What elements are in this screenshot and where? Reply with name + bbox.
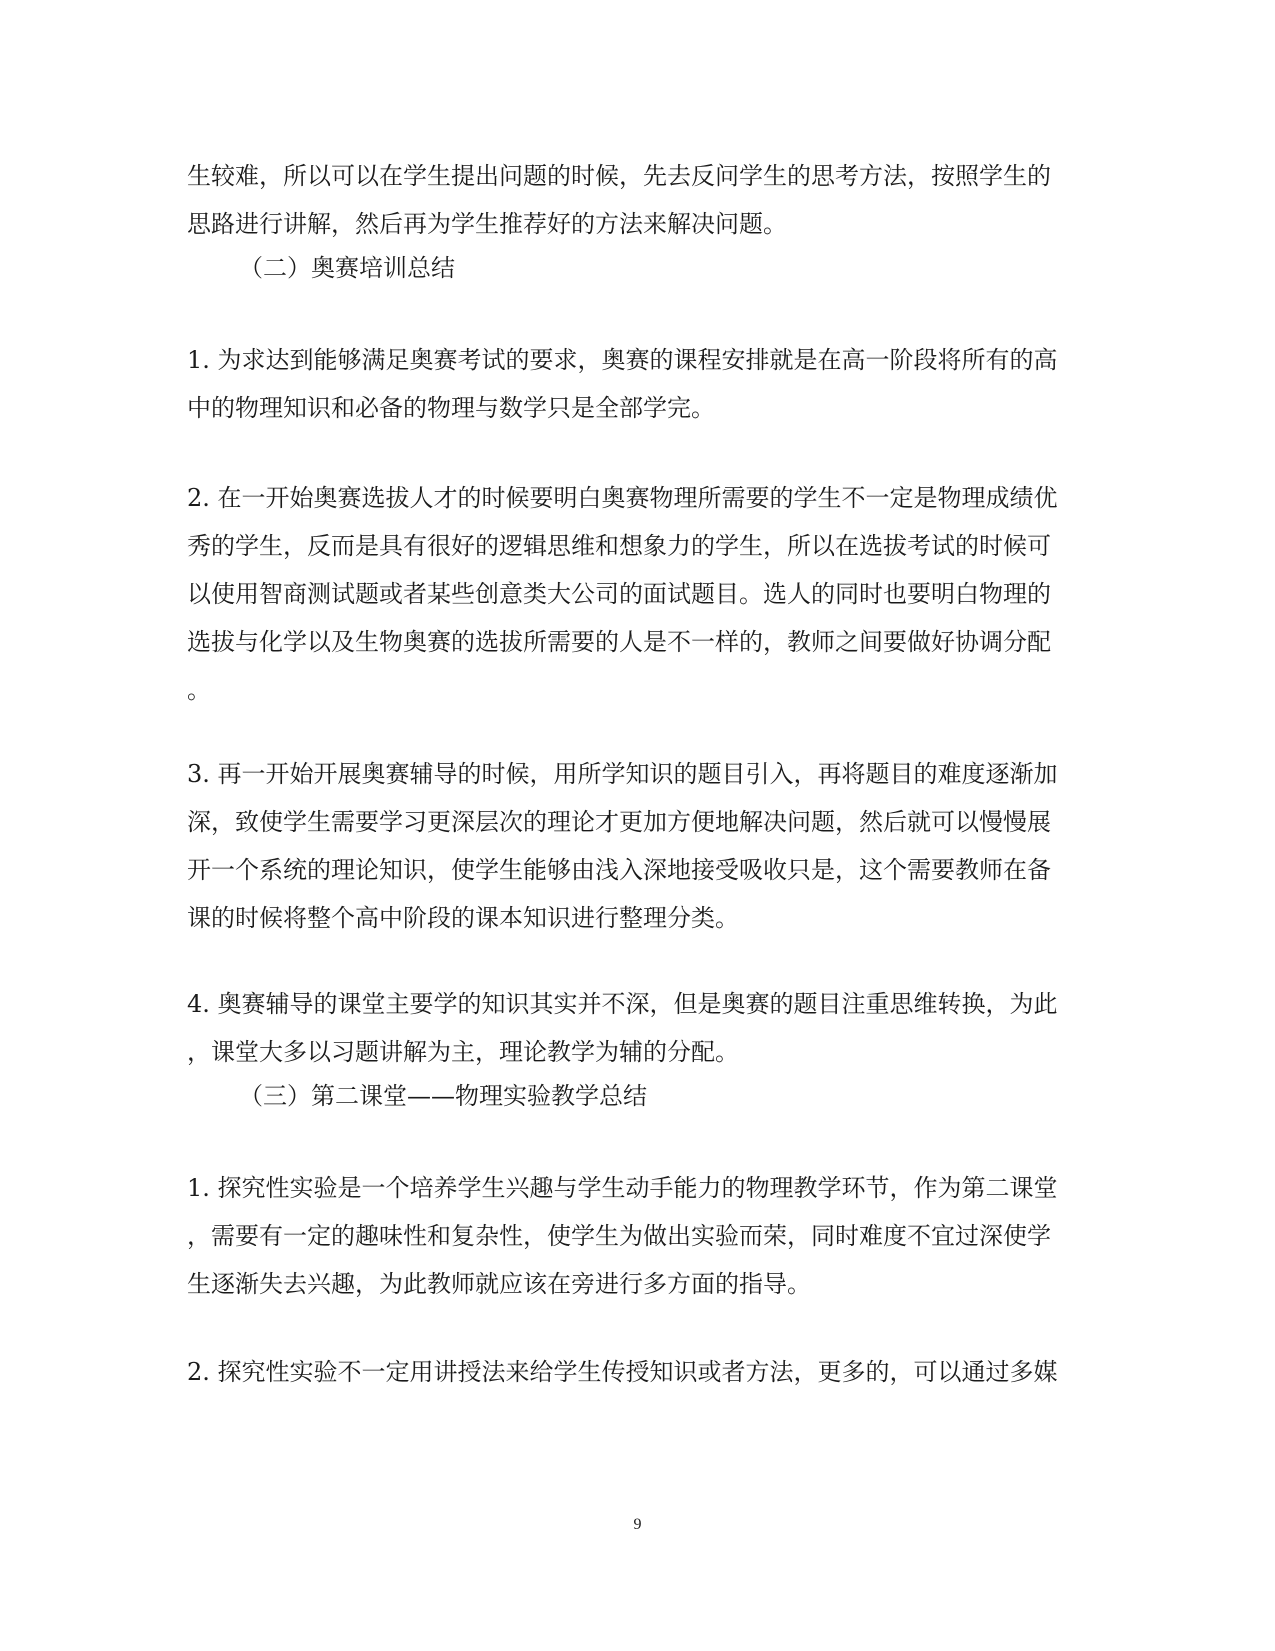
text-line: 1. 为求达到能够满足奥赛考试的要求，奥赛的课程安排就是在高一阶段将所有的高 (187, 346, 1058, 374)
text-line: 2. 探究性实验不一定用讲授法来给学生传授知识或者方法，更多的，可以通过多媒 (187, 1358, 1058, 1386)
list-item-lab-2 (187, 1348, 1087, 1396)
text-line: 2. 在一开始奥赛选拔人才的时候要明白奥赛物理所需要的学生不一定是物理成绩优 (187, 484, 1058, 512)
text-line: 选拔与化学以及生物奥赛的选拔所需要的人是不一样的，教师之间要做好协调分配 (187, 628, 1051, 656)
text-line: 4. 奥赛辅导的课堂主要学的知识其实并不深，但是奥赛的题目注重思维转换，为此 (187, 990, 1058, 1018)
text-line: 开一个系统的理论知识，使学生能够由浅入深地接受吸收只是，这个需要教师在备 (187, 856, 1051, 884)
paragraph-continuation (187, 152, 1087, 248)
list-item-4 (187, 980, 1087, 1076)
section-heading-lab (187, 1072, 1087, 1120)
text-line: 以使用智商测试题或者某些创意类大公司的面试题目。选人的同时也要明白物理的 (187, 580, 1051, 608)
text-line: ，课堂大多以习题讲解为主，理论教学为辅的分配。 (187, 1038, 739, 1066)
text-line: ，需要有一定的趣味性和复杂性，使学生为做出实验而荣，同时难度不宜过深使学 (187, 1222, 1051, 1250)
list-item-lab-1 (187, 1164, 1087, 1308)
text-line: 1. 探究性实验是一个培养学生兴趣与学生动手能力的物理教学环节，作为第二课堂 (187, 1174, 1058, 1202)
text-line: 课的时候将整个高中阶段的课本知识进行整理分类。 (187, 904, 739, 932)
text-line: 生逐渐失去兴趣，为此教师就应该在旁进行多方面的指导。 (187, 1270, 811, 1298)
heading-text: （二）奥赛培训总结 (239, 254, 455, 282)
list-item-3 (187, 750, 1087, 942)
text-line: 。 (187, 676, 211, 704)
page-number: 9 (633, 1516, 642, 1533)
text-line: 生较难，所以可以在学生提出问题的时候，先去反问学生的思考方法，按照学生的 (187, 162, 1051, 190)
list-item-1 (187, 336, 1087, 432)
text-line: 深，致使学生需要学习更深层次的理论才更加方便地解决问题，然后就可以慢慢展 (187, 808, 1051, 836)
text-line: 思路进行讲解，然后再为学生推荐好的方法来解决问题。 (187, 210, 787, 238)
section-heading-olympiad (187, 244, 1087, 292)
heading-text: （三）第二课堂——物理实验教学总结 (239, 1082, 647, 1110)
list-item-2 (187, 474, 1087, 714)
text-line: 秀的学生，反而是具有很好的逻辑思维和想象力的学生，所以在选拔考试的时候可 (187, 532, 1051, 560)
text-line: 3. 再一开始开展奥赛辅导的时候，用所学知识的题目引入，再将题目的难度逐渐加 (187, 760, 1058, 788)
text-line: 中的物理知识和必备的物理与数学只是全部学完。 (187, 394, 715, 422)
